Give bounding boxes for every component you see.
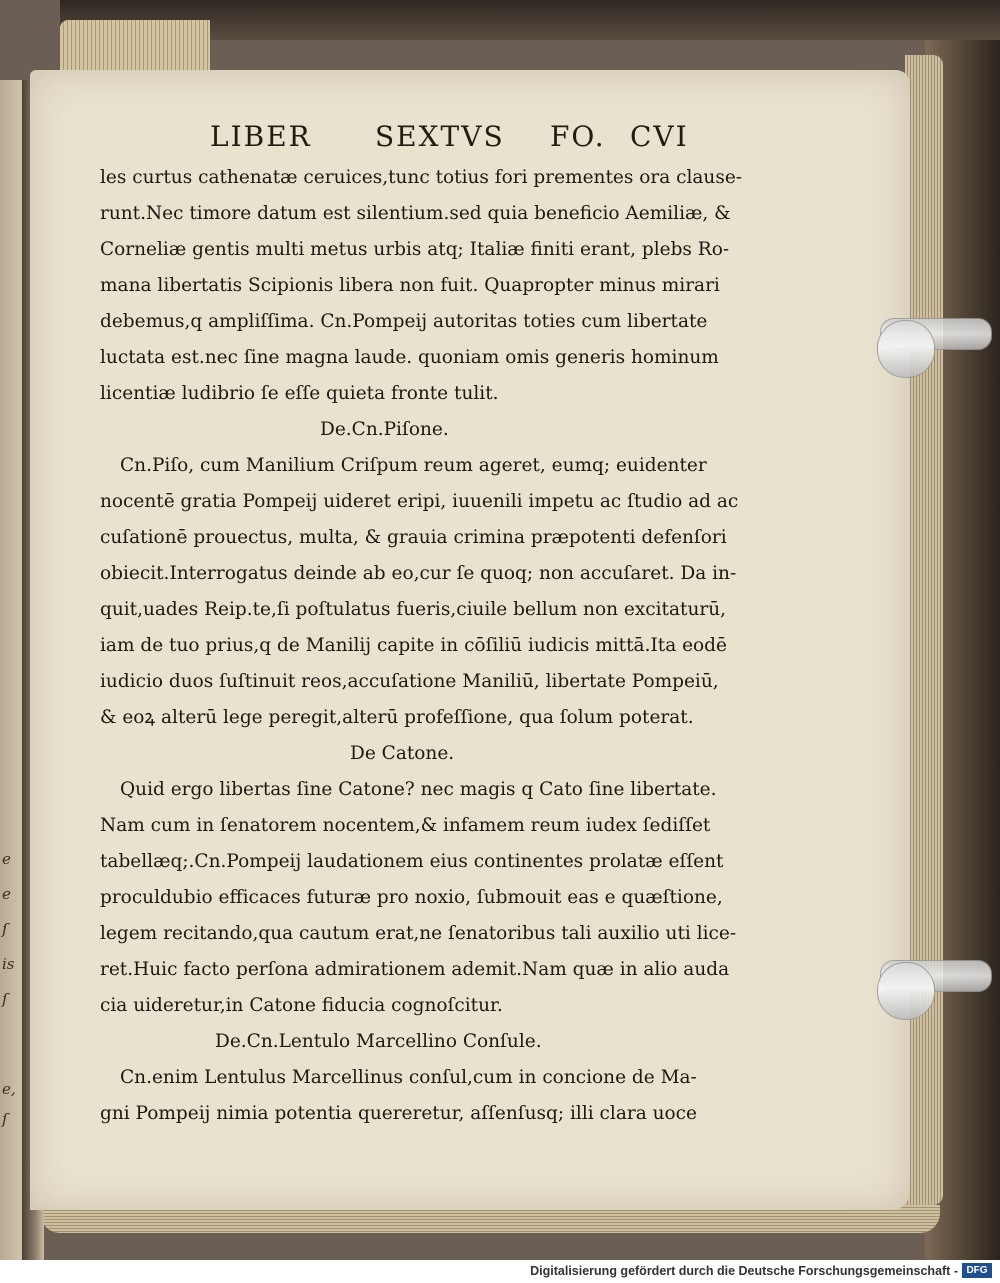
text-line: iudicio duos ſuſtinuit reos,accuſatione Maniliū, libertate Pompeiū,	[100, 671, 719, 692]
text-line: iam de tuo prius,q de Manilij capite in cōſiliū iudicis mittā.Ita eodē	[100, 635, 727, 656]
header-folio-number: CVI	[630, 120, 689, 153]
text-line: luctata est.nec ſine magna laude. quoniam omis generis hominum	[100, 347, 719, 368]
header-fo: FO.	[550, 120, 606, 153]
text-line: Quid ergo libertas ſine Catone? nec magis q Cato ſine libertate.	[120, 779, 717, 800]
text-line: debemus,q ampliſſima. Cn.Pompeij autoritas toties cum libertate	[100, 311, 708, 332]
margin-fragment: is	[2, 955, 15, 973]
margin-fragment: ſ	[2, 920, 8, 938]
page-fore-edge	[905, 55, 943, 1205]
text-line: & eoꝝ alterū lege peregit,alterū profeſſione, qua ſolum poterat.	[100, 707, 694, 728]
margin-fragment: ſ	[2, 990, 8, 1008]
text-line: gni Pompeij nimia potentia quereretur, aſſenſusq; illi clara uoce	[100, 1103, 697, 1124]
text-line: Cn.Piſo, cum Manilium Criſpum reum ageret, eumq; euidenter	[120, 455, 707, 476]
text-line: mana libertatis Scipionis libera non fuit. Quapropter minus mirari	[100, 275, 720, 296]
page-clip-bottom	[877, 962, 935, 1020]
header-liber: LIBER	[210, 120, 312, 153]
margin-fragment: ſ	[2, 1110, 8, 1128]
text-line: ret.Huic facto perſona admirationem ademit.Nam quæ in alio auda	[100, 959, 730, 980]
page-clip-top	[877, 320, 935, 378]
section-heading-catone: De Catone.	[350, 743, 455, 764]
footer-bar	[0, 1260, 1000, 1283]
section-heading-lentulo: De.Cn.Lentulo Marcellino Conſule.	[215, 1031, 542, 1052]
footer-credit: Digitalisierung gefördert durch die Deutsche Forschungsgemeinschaft -	[530, 1264, 958, 1278]
text-line: quit,uades Reip.te,ſi poſtulatus fueris,ciuile bellum non excitaturū,	[100, 599, 726, 620]
text-line: proculdubio efficaces futuræ pro noxio, ſubmouit eas e quæſtione,	[100, 887, 723, 908]
margin-fragment: e	[2, 885, 11, 903]
margin-fragment: e	[2, 850, 11, 868]
text-line: runt.Nec timore datum est silentium.sed quia beneficio Aemiliæ, &	[100, 203, 731, 224]
text-line: legem recitando,qua cautum erat,ne ſenatoribus tali auxilio uti lice-	[100, 923, 737, 944]
text-line: cuſationē prouectus, multa, & grauia crimina præpotenti defenſori	[100, 527, 727, 548]
text-line: Cn.enim Lentulus Marcellinus conſul,cum in concione de Ma-	[120, 1067, 697, 1088]
header-sextus: SEXTVS	[375, 120, 505, 153]
text-line: nocentē gratia Pompeij uideret eripi, iuuenili impetu ac ſtudio ad ac	[100, 491, 739, 512]
dfg-logo: DFG	[962, 1263, 992, 1278]
text-line: obiecit.Interrogatus deinde ab eo,cur ſe quoq; non accuſaret. Da in-	[100, 563, 737, 584]
text-line: Nam cum in ſenatorem nocentem,& infamem reum iudex ſediſſet	[100, 815, 711, 836]
running-header	[210, 120, 730, 160]
text-line: tabellæq;.Cn.Pompeij laudationem eius continentes prolatæ eſſent	[100, 851, 724, 872]
text-line: licentiæ ludibrio ſe eſſe quieta fronte tulit.	[100, 383, 499, 404]
section-heading-piso: De.Cn.Piſone.	[320, 419, 449, 440]
text-line: les curtus cathenatæ ceruices,tunc totius fori prementes ora clause-	[100, 167, 743, 188]
text-line: cia uideretur,in Catone fiducia cognoſcitur.	[100, 995, 503, 1016]
margin-fragment: e,	[2, 1080, 16, 1098]
text-line: Corneliæ gentis multi metus urbis atq; Italiæ finiti erant, plebs Ro-	[100, 239, 730, 260]
